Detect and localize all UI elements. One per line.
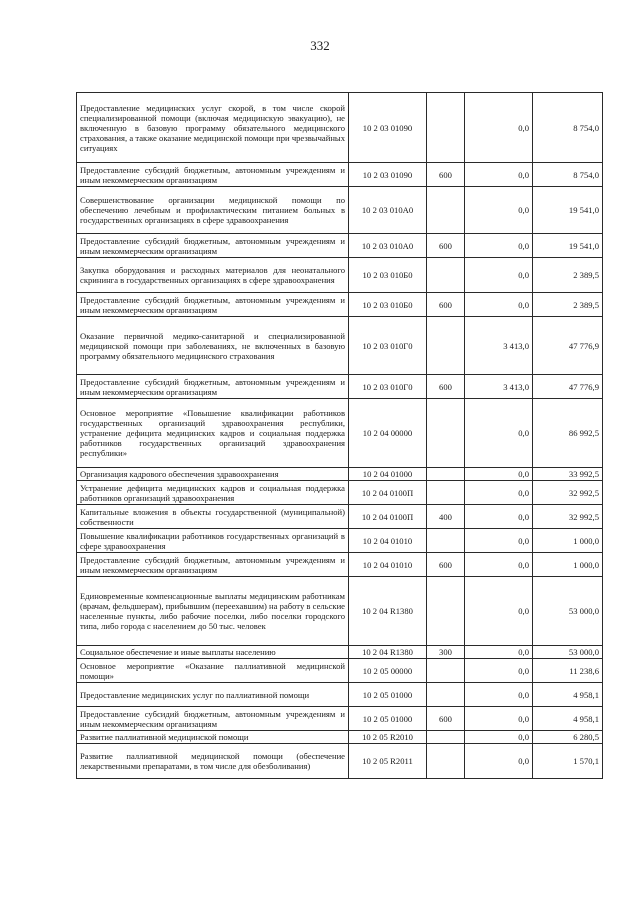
expense-description: Повышение квалификации работников государственных организаций в сфере здравоохранения bbox=[77, 529, 349, 553]
expense-description: Предоставление медицинских услуг по паллиативной помощи bbox=[77, 683, 349, 707]
amount-second: 86 992,5 bbox=[533, 399, 603, 468]
amount-first: 0,0 bbox=[465, 234, 533, 258]
amount-second: 1 000,0 bbox=[533, 553, 603, 577]
table-row bbox=[77, 683, 603, 707]
amount-first: 0,0 bbox=[465, 744, 533, 779]
amount-second: 1 570,1 bbox=[533, 744, 603, 779]
expense-description: Предоставление субсидий бюджетным, автономным учреждениям и иным некоммерческим организациям bbox=[77, 375, 349, 399]
amount-second: 32 992,5 bbox=[533, 505, 603, 529]
amount-second: 8 754,0 bbox=[533, 163, 603, 187]
amount-first: 0,0 bbox=[465, 468, 533, 481]
expense-description: Основное мероприятие «Оказание паллиативной медицинской помощи» bbox=[77, 659, 349, 683]
expense-type-code: 300 bbox=[427, 646, 465, 659]
budget-code: 10 2 03 010Б0 bbox=[349, 293, 427, 317]
expense-type-code bbox=[427, 529, 465, 553]
expense-type-code bbox=[427, 399, 465, 468]
amount-first: 0,0 bbox=[465, 659, 533, 683]
expense-type-code: 600 bbox=[427, 293, 465, 317]
expense-description: Основное мероприятие «Повышение квалификации работников государственных организаций здравоохранения республики, устранение дефицита медицинских кадров и социальная поддержка работников государственных организаций здравоохранения республики» bbox=[77, 399, 349, 468]
amount-second: 6 280,5 bbox=[533, 731, 603, 744]
amount-first: 0,0 bbox=[465, 505, 533, 529]
table-row bbox=[77, 375, 603, 399]
table-row bbox=[77, 317, 603, 375]
amount-first: 3 413,0 bbox=[465, 375, 533, 399]
expense-type-code: 600 bbox=[427, 163, 465, 187]
budget-code: 10 2 04 R1380 bbox=[349, 577, 427, 646]
amount-first: 0,0 bbox=[465, 683, 533, 707]
expense-description: Предоставление субсидий бюджетным, автономным учреждениям и иным некоммерческим организациям bbox=[77, 293, 349, 317]
amount-second: 4 958,1 bbox=[533, 707, 603, 731]
expense-type-code bbox=[427, 683, 465, 707]
expense-type-code bbox=[427, 731, 465, 744]
table-row bbox=[77, 481, 603, 505]
budget-code: 10 2 03 010А0 bbox=[349, 234, 427, 258]
expense-type-code bbox=[427, 577, 465, 646]
expense-type-code bbox=[427, 317, 465, 375]
budget-code: 10 2 03 010Б0 bbox=[349, 258, 427, 293]
budget-code: 10 2 04 00000 bbox=[349, 399, 427, 468]
amount-second: 19 541,0 bbox=[533, 234, 603, 258]
amount-second: 53 000,0 bbox=[533, 577, 603, 646]
budget-code: 10 2 03 010Г0 bbox=[349, 317, 427, 375]
budget-table bbox=[76, 92, 603, 779]
expense-type-code: 400 bbox=[427, 505, 465, 529]
amount-second: 53 000,0 bbox=[533, 646, 603, 659]
table-row bbox=[77, 187, 603, 234]
amount-first: 0,0 bbox=[465, 163, 533, 187]
amount-first: 0,0 bbox=[465, 707, 533, 731]
table-row bbox=[77, 707, 603, 731]
expense-type-code bbox=[427, 468, 465, 481]
expense-type-code: 600 bbox=[427, 553, 465, 577]
amount-second: 1 000,0 bbox=[533, 529, 603, 553]
budget-code: 10 2 03 01090 bbox=[349, 163, 427, 187]
amount-second: 19 541,0 bbox=[533, 187, 603, 234]
expense-description: Совершенствование организации медицинской помощи по обеспечению лечебным и профилактическим питанием больных в государственных организациях в сфере здравоохранения bbox=[77, 187, 349, 234]
amount-first: 0,0 bbox=[465, 187, 533, 234]
expense-type-code bbox=[427, 481, 465, 505]
amount-second: 32 992,5 bbox=[533, 481, 603, 505]
expense-description: Капитальные вложения в объекты государственной (муниципальной) собственности bbox=[77, 505, 349, 529]
expense-description: Закупка оборудования и расходных материалов для неонатального скрининга в государственных организациях в сфере здравоохранения bbox=[77, 258, 349, 293]
expense-type-code bbox=[427, 744, 465, 779]
amount-second: 47 776,9 bbox=[533, 317, 603, 375]
table-row bbox=[77, 744, 603, 779]
budget-code: 10 2 05 R2010 bbox=[349, 731, 427, 744]
expense-type-code bbox=[427, 258, 465, 293]
budget-code: 10 2 05 00000 bbox=[349, 659, 427, 683]
budget-table-body bbox=[77, 93, 603, 779]
budget-code: 10 2 05 01000 bbox=[349, 683, 427, 707]
table-row bbox=[77, 577, 603, 646]
expense-description: Социальное обеспечение и иные выплаты населению bbox=[77, 646, 349, 659]
expense-type-code bbox=[427, 93, 465, 163]
expense-description: Предоставление медицинских услуг скорой, в том числе скорой специализированной помощи (включая медицинскую эвакуацию), не включенную в базовую программу обязательного медицинского страхования, а также оказание медицинской помощи при чрезвычайных ситуациях bbox=[77, 93, 349, 163]
amount-first: 0,0 bbox=[465, 481, 533, 505]
budget-code: 10 2 05 01000 bbox=[349, 707, 427, 731]
expense-description: Устранение дефицита медицинских кадров и социальная поддержка работников организаций здравоохранения bbox=[77, 481, 349, 505]
expense-description: Предоставление субсидий бюджетным, автономным учреждениям и иным некоммерческим организациям bbox=[77, 707, 349, 731]
amount-second: 2 389,5 bbox=[533, 258, 603, 293]
budget-code: 10 2 04 R1380 bbox=[349, 646, 427, 659]
expense-description: Предоставление субсидий бюджетным, автономным учреждениям и иным некоммерческим организациям bbox=[77, 163, 349, 187]
budget-code: 10 2 03 010Г0 bbox=[349, 375, 427, 399]
amount-second: 11 238,6 bbox=[533, 659, 603, 683]
expense-description: Оказание первичной медико-санитарной и специализированной медицинской помощи при заболеваниях, не включенных в базовую программу обязательного медицинского страхования bbox=[77, 317, 349, 375]
table-row bbox=[77, 659, 603, 683]
expense-type-code: 600 bbox=[427, 375, 465, 399]
expense-type-code: 600 bbox=[427, 707, 465, 731]
amount-first: 0,0 bbox=[465, 93, 533, 163]
budget-code: 10 2 04 01010 bbox=[349, 529, 427, 553]
amount-first: 0,0 bbox=[465, 399, 533, 468]
amount-second: 4 958,1 bbox=[533, 683, 603, 707]
budget-code: 10 2 04 0100П bbox=[349, 481, 427, 505]
amount-first: 0,0 bbox=[465, 529, 533, 553]
table-row bbox=[77, 258, 603, 293]
amount-first: 0,0 bbox=[465, 731, 533, 744]
amount-second: 33 992,5 bbox=[533, 468, 603, 481]
expense-description: Организация кадрового обеспечения здравоохранения bbox=[77, 468, 349, 481]
expense-description: Единовременные компенсационные выплаты медицинским работникам (врачам, фельдшерам), прибывшим (переехавшим) на работу в сельские населенные пункты, либо рабочие поселки, либо поселки городского типа, либо города с населением до 50 тыс. человек bbox=[77, 577, 349, 646]
budget-code: 10 2 03 010А0 bbox=[349, 187, 427, 234]
table-row bbox=[77, 163, 603, 187]
expense-description: Развитие паллиативной медицинской помощи bbox=[77, 731, 349, 744]
amount-first: 0,0 bbox=[465, 258, 533, 293]
table-row bbox=[77, 553, 603, 577]
expense-description: Развитие паллиативной медицинской помощи (обеспечение лекарственными препаратами, в том числе для обезболивания) bbox=[77, 744, 349, 779]
amount-second: 8 754,0 bbox=[533, 93, 603, 163]
table-row bbox=[77, 93, 603, 163]
table-row bbox=[77, 293, 603, 317]
table-row bbox=[77, 399, 603, 468]
amount-first: 3 413,0 bbox=[465, 317, 533, 375]
budget-code: 10 2 04 0100П bbox=[349, 505, 427, 529]
expense-type-code: 600 bbox=[427, 234, 465, 258]
budget-code: 10 2 05 R2011 bbox=[349, 744, 427, 779]
amount-first: 0,0 bbox=[465, 577, 533, 646]
table-row bbox=[77, 468, 603, 481]
table-row bbox=[77, 646, 603, 659]
table-row bbox=[77, 529, 603, 553]
expense-type-code bbox=[427, 659, 465, 683]
budget-code: 10 2 03 01090 bbox=[349, 93, 427, 163]
amount-first: 0,0 bbox=[465, 646, 533, 659]
table-row bbox=[77, 505, 603, 529]
page-number: 332 bbox=[310, 38, 330, 53]
budget-code: 10 2 04 01000 bbox=[349, 468, 427, 481]
table-row bbox=[77, 731, 603, 744]
expense-description: Предоставление субсидий бюджетным, автономным учреждениям и иным некоммерческим организациям bbox=[77, 234, 349, 258]
expense-description: Предоставление субсидий бюджетным, автономным учреждениям и иным некоммерческим организациям bbox=[77, 553, 349, 577]
expense-type-code bbox=[427, 187, 465, 234]
amount-first: 0,0 bbox=[465, 293, 533, 317]
amount-second: 2 389,5 bbox=[533, 293, 603, 317]
amount-second: 47 776,9 bbox=[533, 375, 603, 399]
amount-first: 0,0 bbox=[465, 553, 533, 577]
budget-code: 10 2 04 01010 bbox=[349, 553, 427, 577]
table-row bbox=[77, 234, 603, 258]
